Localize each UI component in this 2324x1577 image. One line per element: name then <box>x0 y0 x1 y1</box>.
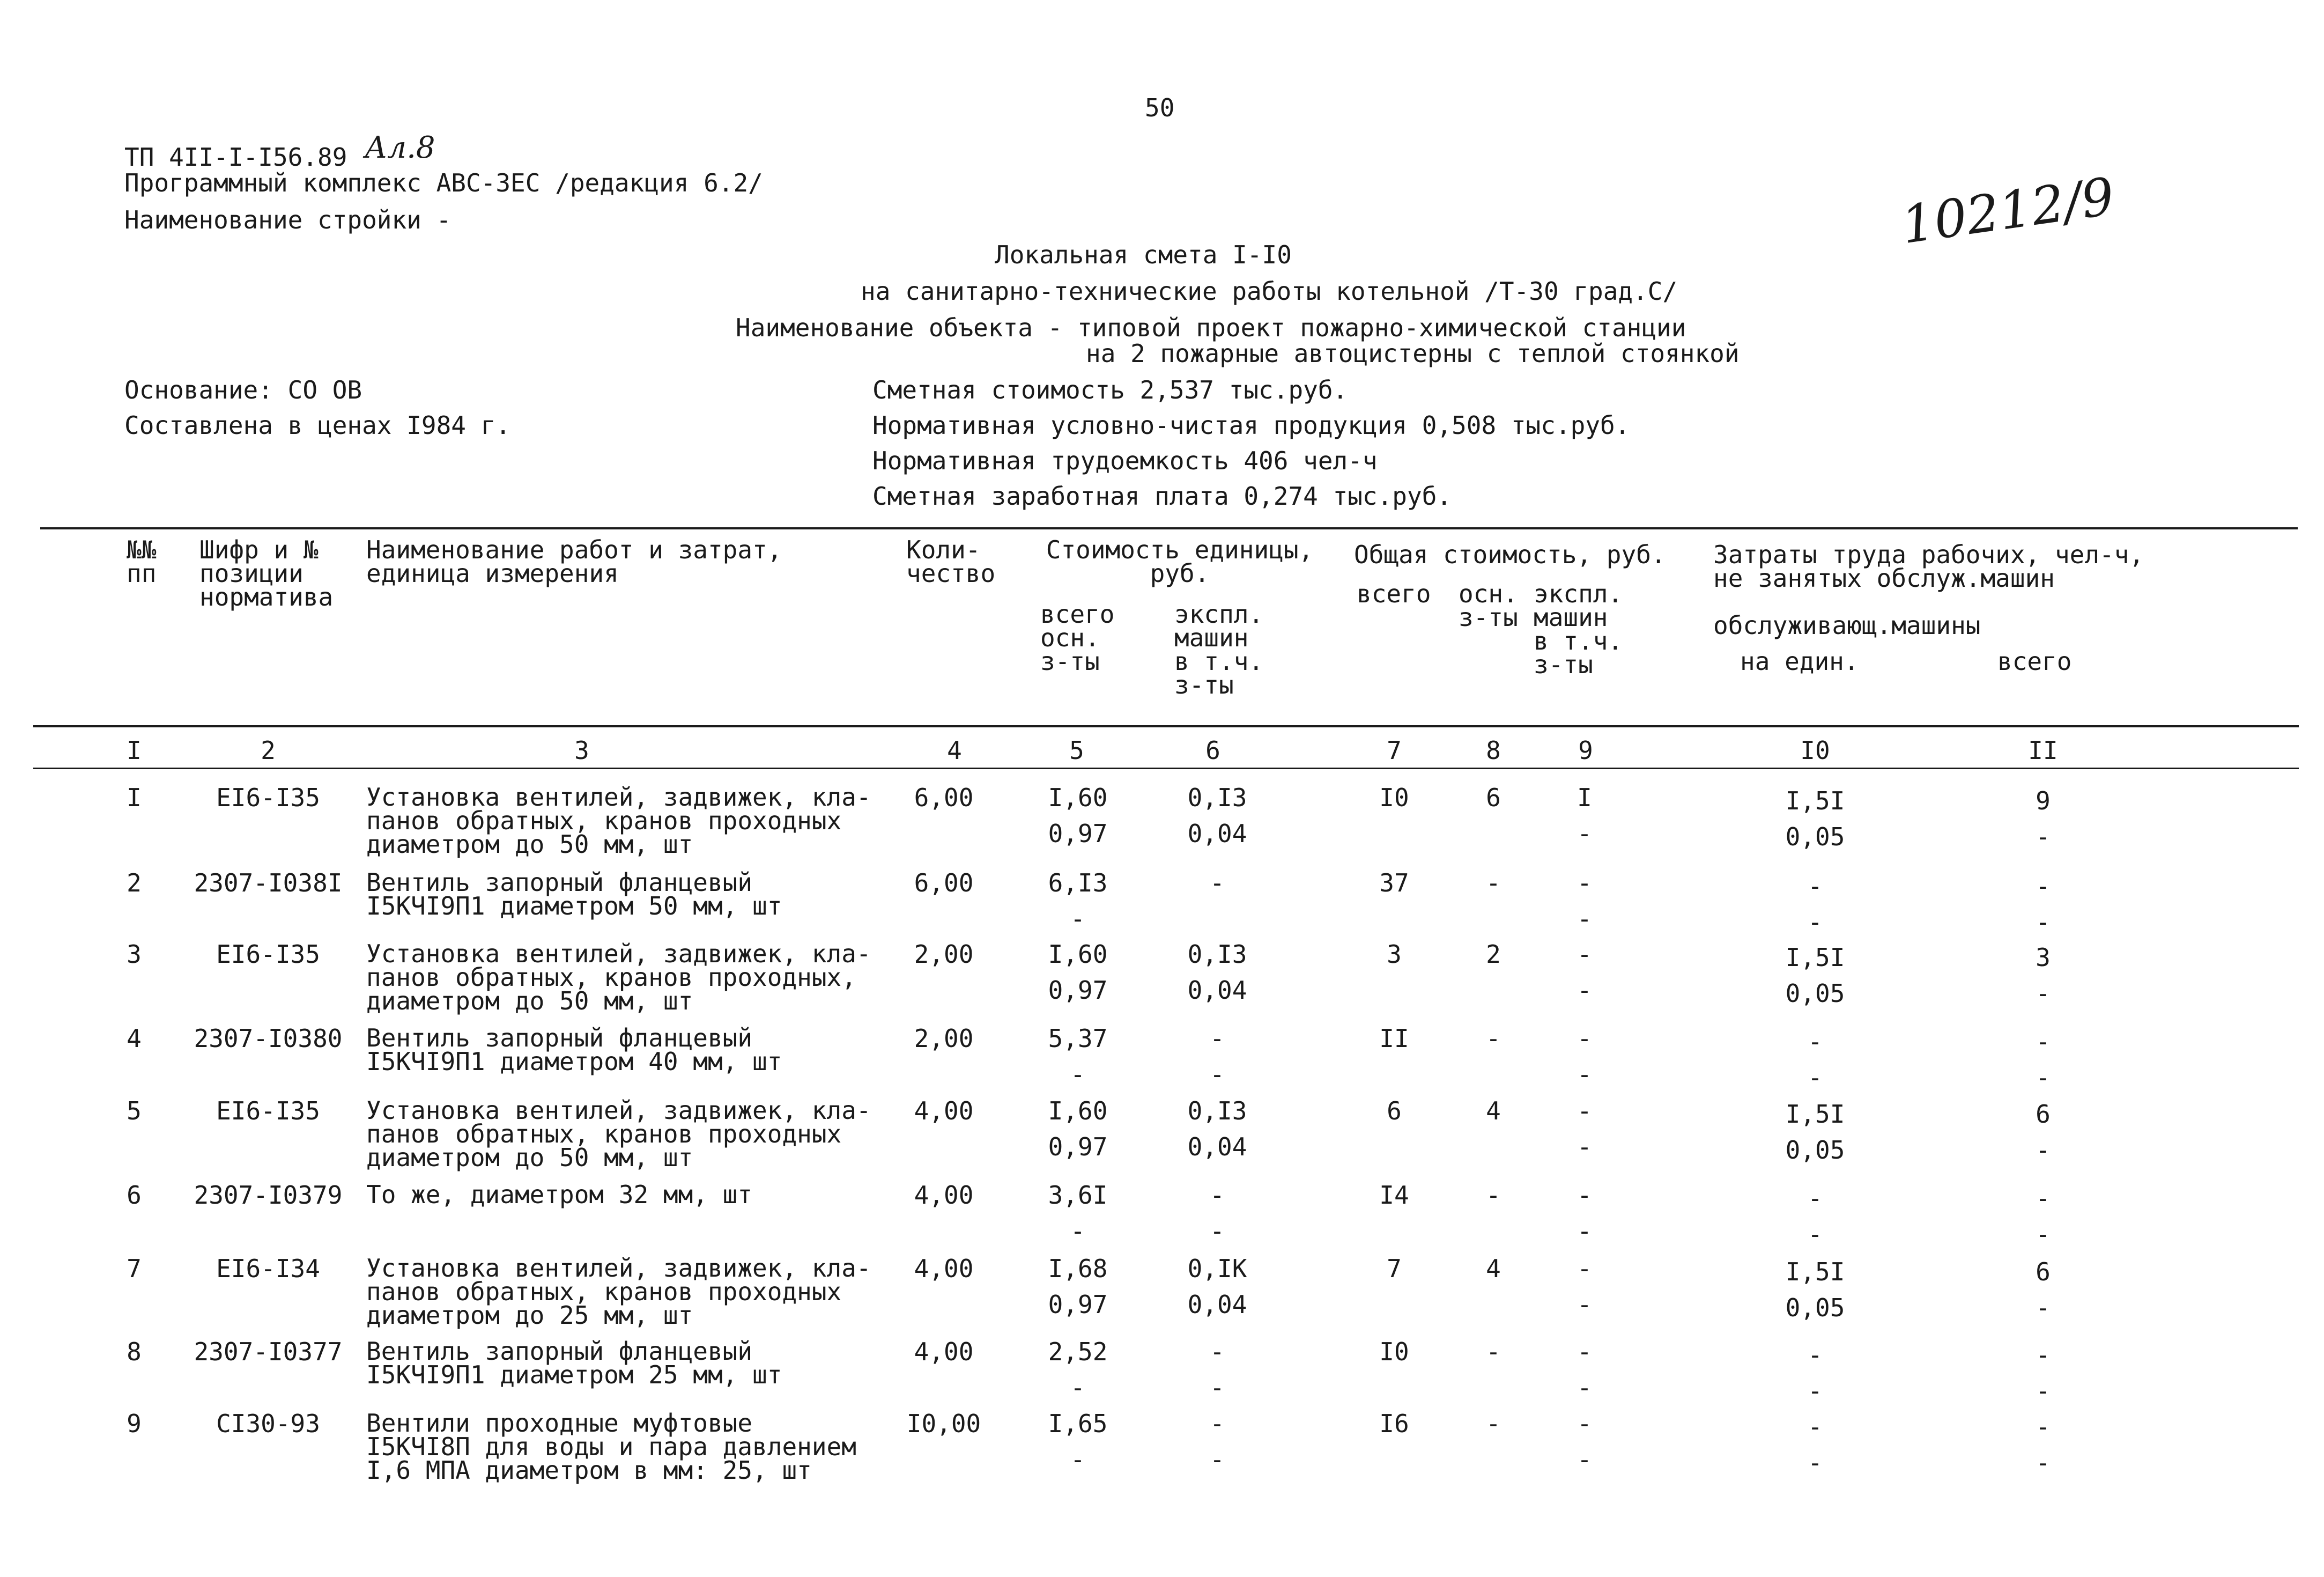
estimate-subtitle: на санитарно-технические работы котельной /Т-30 град.С/ <box>861 277 1678 306</box>
labor-per-unit: I,5I <box>1785 1257 1845 1286</box>
row-number: 6 <box>127 1181 142 1210</box>
unit-machine-wage: 0,04 <box>1187 1132 1247 1161</box>
quantity: 4,00 <box>914 1181 974 1210</box>
total-wages: 4 <box>1486 1096 1501 1125</box>
unit-machine-wage: 0,04 <box>1187 1290 1247 1319</box>
labor-per-unit-machine: 0,05 <box>1785 822 1845 851</box>
total-wages: 6 <box>1486 783 1501 812</box>
unit-wage: 0,97 <box>1048 819 1108 848</box>
total-machine: - <box>1577 868 1592 897</box>
labor-per-unit: I,5I <box>1785 1100 1845 1129</box>
labor-total: - <box>2036 1340 2051 1369</box>
basis-foundation: Основание: СО ОВ <box>124 375 362 404</box>
labor-per-unit: I,5I <box>1785 943 1845 972</box>
object-name: Наименование объекта - типовой проект пожарно-химической станции <box>736 313 1686 342</box>
column-number: I0 <box>1800 736 1830 765</box>
total-cost: 7 <box>1387 1254 1402 1283</box>
labor-total: 9 <box>2036 786 2051 815</box>
column-number: 3 <box>574 736 589 765</box>
estimated-cost: Сметная стоимость 2,537 тыс.руб. <box>872 375 1348 404</box>
norm-code: ЕI6-I35 <box>216 783 320 812</box>
row-number: 8 <box>127 1337 142 1366</box>
header-unit-machine: экспл. машин в т.ч. з-ты <box>1174 600 1264 699</box>
unit-wage: - <box>1070 1060 1085 1089</box>
total-cost: 6 <box>1387 1096 1402 1125</box>
total-cost: II <box>1379 1024 1409 1053</box>
labor-total-machine: - <box>2036 822 2051 851</box>
total-machine-wage: - <box>1577 1373 1592 1402</box>
row-number: 4 <box>127 1024 142 1053</box>
labor-per-unit-machine: - <box>1808 908 1823 937</box>
unit-total-cost: I,65 <box>1048 1409 1108 1438</box>
quantity: 6,00 <box>914 868 974 897</box>
row-number: I <box>127 783 142 812</box>
labor-total-machine: - <box>2036 979 2051 1008</box>
labor-per-unit-machine: 0,05 <box>1785 979 1845 1008</box>
work-name: Установка вентилей, задвижек, кла- панов обратных, кранов проходных диаметром до 50 мм, шт <box>366 783 871 859</box>
labor-per-unit-machine: - <box>1808 1376 1823 1405</box>
total-cost: 3 <box>1387 940 1402 969</box>
object-name-cont: на 2 пожарные автоцистерны с теплой стоянкой <box>1086 339 1740 368</box>
header-code: Шифр и № позиции норматива <box>199 535 334 611</box>
header-total-wages: осн. з-ты <box>1459 579 1518 632</box>
quantity: 2,00 <box>914 940 974 969</box>
header-qty: Коли- чество <box>906 535 996 588</box>
column-number: 9 <box>1578 736 1593 765</box>
total-machine-wage: - <box>1577 976 1592 1005</box>
norm-code: ЕI6-I35 <box>216 940 320 969</box>
work-name: Вентиль запорный фланцевый I5КЧI9П1 диаметром 25 мм, шт <box>366 1337 782 1389</box>
total-wages: - <box>1486 1181 1501 1210</box>
labor-total: 6 <box>2036 1100 2051 1129</box>
total-machine: - <box>1577 1181 1592 1210</box>
unit-wage: 0,97 <box>1048 1290 1108 1319</box>
unit-machine-cost: - <box>1210 1337 1225 1366</box>
total-wages: 2 <box>1486 940 1501 969</box>
work-name: Вентили проходные муфтовые I5КЧI8П для воды и пара давлением I,6 МПА диаметром в мм: 25, шт <box>366 1409 856 1485</box>
unit-wage: - <box>1070 1445 1085 1474</box>
total-wages: - <box>1486 1409 1501 1438</box>
unit-machine-wage: - <box>1210 1060 1225 1089</box>
total-machine: - <box>1577 1409 1592 1438</box>
labor-total-machine: - <box>2036 1063 2051 1092</box>
labor-per-unit: - <box>1808 872 1823 901</box>
header-per-unit: на един. <box>1740 647 1859 676</box>
work-name: Установка вентилей, задвижек, кла- панов обратных, кранов проходных, диаметром до 50 мм, шт <box>366 939 871 1015</box>
total-wages: - <box>1486 868 1501 897</box>
header-unit-cost: Стоимость единицы, руб. <box>1046 535 1314 588</box>
norm-code: ЕI6-I34 <box>216 1254 320 1283</box>
total-machine-wage: - <box>1577 1290 1592 1319</box>
quantity: 4,00 <box>914 1254 974 1283</box>
unit-machine-cost: - <box>1210 1181 1225 1210</box>
album-note: Ал.8 <box>365 130 435 165</box>
quantity: 4,00 <box>914 1337 974 1366</box>
row-number: 9 <box>127 1409 142 1438</box>
total-cost: I0 <box>1379 783 1409 812</box>
total-cost: I4 <box>1379 1181 1409 1210</box>
work-name: Вентиль запорный фланцевый I5КЧI9П1 диаметром 50 мм, шт <box>366 868 782 920</box>
norm-code: ЕI6-I35 <box>216 1096 320 1125</box>
column-number: 2 <box>261 736 276 765</box>
net-output: Нормативная условно-чистая продукция 0,508 тыс.руб. <box>872 411 1630 440</box>
column-number: I <box>127 736 142 765</box>
labor-per-unit: - <box>1808 1412 1823 1441</box>
unit-machine-cost: 0,IК <box>1187 1254 1247 1283</box>
labor-per-unit-machine: 0,05 <box>1785 1293 1845 1322</box>
unit-machine-wage: - <box>1210 1217 1225 1246</box>
unit-total-cost: I,60 <box>1048 940 1108 969</box>
labor-per-unit: I,5I <box>1785 786 1845 815</box>
total-machine: - <box>1577 940 1592 969</box>
row-number: 2 <box>127 868 142 897</box>
unit-wage: 0,97 <box>1048 976 1108 1005</box>
labor-total: - <box>2036 1027 2051 1056</box>
labor-total-machine: - <box>2036 1448 2051 1477</box>
total-cost: I6 <box>1379 1409 1409 1438</box>
total-machine: - <box>1577 1024 1592 1053</box>
unit-machine-wage: 0,04 <box>1187 976 1247 1005</box>
software-line: Программный комплекс АВС-ЗЕС /редакция 6.2/ <box>124 168 763 197</box>
total-cost: 37 <box>1379 868 1409 897</box>
norm-code: СI30-93 <box>216 1409 320 1438</box>
norm-code: 2307-I038I <box>194 868 343 897</box>
header-unit-total: всего осн. з-ты <box>1040 600 1115 676</box>
total-machine-wage: - <box>1577 1445 1592 1474</box>
column-number: 7 <box>1387 736 1402 765</box>
unit-machine-wage: - <box>1210 1373 1225 1402</box>
labor-per-unit: - <box>1808 1184 1823 1213</box>
unit-machine-cost: 0,I3 <box>1187 1096 1247 1125</box>
quantity: 6,00 <box>914 783 974 812</box>
unit-machine-cost: - <box>1210 1024 1225 1053</box>
unit-wage: - <box>1070 904 1085 933</box>
labor-per-unit-machine: 0,05 <box>1785 1136 1845 1165</box>
labor-total: 3 <box>2036 943 2051 972</box>
column-number: 4 <box>947 736 962 765</box>
unit-total-cost: I,60 <box>1048 783 1108 812</box>
quantity: I0,00 <box>906 1409 981 1438</box>
unit-machine-cost: 0,I3 <box>1187 783 1247 812</box>
total-machine: I <box>1577 783 1592 812</box>
total-machine: - <box>1577 1254 1592 1283</box>
norm-code: 2307-I0377 <box>194 1337 343 1366</box>
unit-wage: 0,97 <box>1048 1132 1108 1161</box>
row-number: 5 <box>127 1096 142 1125</box>
labor-total-machine: - <box>2036 1293 2051 1322</box>
header-labor: Затраты труда рабочих, чел-ч, не занятых обслуж.машин <box>1713 540 2144 593</box>
column-number: 5 <box>1069 736 1084 765</box>
table-top-rule <box>40 527 2298 529</box>
total-cost: I0 <box>1379 1337 1409 1366</box>
total-machine: - <box>1577 1096 1592 1125</box>
total-machine-wage: - <box>1577 819 1592 848</box>
header-total: всего <box>1997 647 2072 676</box>
handwritten-stamp: 10212/9 <box>1898 166 2118 256</box>
total-machine-wage: - <box>1577 904 1592 933</box>
total-machine-wage: - <box>1577 1060 1592 1089</box>
unit-total-cost: I,60 <box>1048 1096 1108 1125</box>
labor-total: 6 <box>2036 1257 2051 1286</box>
unit-machine-cost: - <box>1210 1409 1225 1438</box>
estimate-title: Локальная смета I-I0 <box>995 240 1292 269</box>
total-machine: - <box>1577 1337 1592 1366</box>
header-total-machine: экспл. машин в т.ч. з-ты <box>1534 579 1623 679</box>
header-total-all: всего <box>1357 579 1431 608</box>
column-number: 8 <box>1486 736 1501 765</box>
header-bottom-rule <box>33 725 2299 727</box>
total-machine-wage: - <box>1577 1132 1592 1161</box>
estimated-wage: Сметная заработная плата 0,274 тыс.руб. <box>872 482 1452 511</box>
unit-machine-wage: 0,04 <box>1187 819 1247 848</box>
quantity: 2,00 <box>914 1024 974 1053</box>
page-number: 50 <box>1145 93 1175 122</box>
labor-total-machine: - <box>2036 908 2051 937</box>
construction-name: Наименование стройки - <box>124 205 452 234</box>
unit-wage: - <box>1070 1217 1085 1246</box>
unit-total-cost: 6,I3 <box>1048 868 1108 897</box>
labor-total: - <box>2036 1184 2051 1213</box>
unit-total-cost: 2,52 <box>1048 1337 1108 1366</box>
work-name: Установка вентилей, задвижек, кла- панов обратных, кранов проходных диаметром до 25 мм, шт <box>366 1254 871 1330</box>
row-number: 3 <box>127 940 142 969</box>
labor-per-unit-machine: - <box>1808 1448 1823 1477</box>
labor-per-unit-machine: - <box>1808 1063 1823 1092</box>
labor-total-machine: - <box>2036 1376 2051 1405</box>
norm-code: 2307-I0379 <box>194 1181 343 1210</box>
basis-prices: Составлена в ценах I984 г. <box>124 411 511 440</box>
total-machine-wage: - <box>1577 1217 1592 1246</box>
unit-total-cost: I,68 <box>1048 1254 1108 1283</box>
labor-total-machine: - <box>2036 1136 2051 1165</box>
unit-machine-cost: - <box>1210 868 1225 897</box>
labor-total: - <box>2036 872 2051 901</box>
row-number: 7 <box>127 1254 142 1283</box>
colnum-bottom-rule <box>33 768 2299 769</box>
unit-wage: - <box>1070 1373 1085 1402</box>
document-code: ТП 4II-I-I56.89 <box>124 143 347 172</box>
total-wages: 4 <box>1486 1254 1501 1283</box>
unit-machine-wage: - <box>1210 1445 1225 1474</box>
labor-per-unit: - <box>1808 1027 1823 1056</box>
labor-per-unit: - <box>1808 1340 1823 1369</box>
work-name: Вентиль запорный фланцевый I5КЧI9П1 диаметром 40 мм, шт <box>366 1023 782 1076</box>
unit-total-cost: 3,6I <box>1048 1181 1108 1210</box>
total-wages: - <box>1486 1024 1501 1053</box>
norm-code: 2307-I0380 <box>194 1024 343 1053</box>
header-total-cost: Общая стоимость, руб. <box>1354 540 1666 569</box>
unit-machine-cost: 0,I3 <box>1187 940 1247 969</box>
header-num: №№ пп <box>127 535 157 588</box>
work-name: То же, диаметром 32 мм, шт <box>366 1180 753 1209</box>
header-name: Наименование работ и затрат, единица измерения <box>366 535 782 588</box>
total-wages: - <box>1486 1337 1501 1366</box>
unit-total-cost: 5,37 <box>1048 1024 1108 1053</box>
labor-intensity: Нормативная трудоемкость 406 чел-ч <box>872 446 1378 475</box>
labor-total-machine: - <box>2036 1220 2051 1249</box>
column-number: 6 <box>1205 736 1220 765</box>
quantity: 4,00 <box>914 1096 974 1125</box>
header-labor-sub: обслуживающ.машины <box>1713 611 1981 640</box>
labor-total: - <box>2036 1412 2051 1441</box>
column-number: II <box>2028 736 2058 765</box>
labor-per-unit-machine: - <box>1808 1220 1823 1249</box>
work-name: Установка вентилей, задвижек, кла- панов обратных, кранов проходных диаметром до 50 мм, шт <box>366 1096 871 1172</box>
